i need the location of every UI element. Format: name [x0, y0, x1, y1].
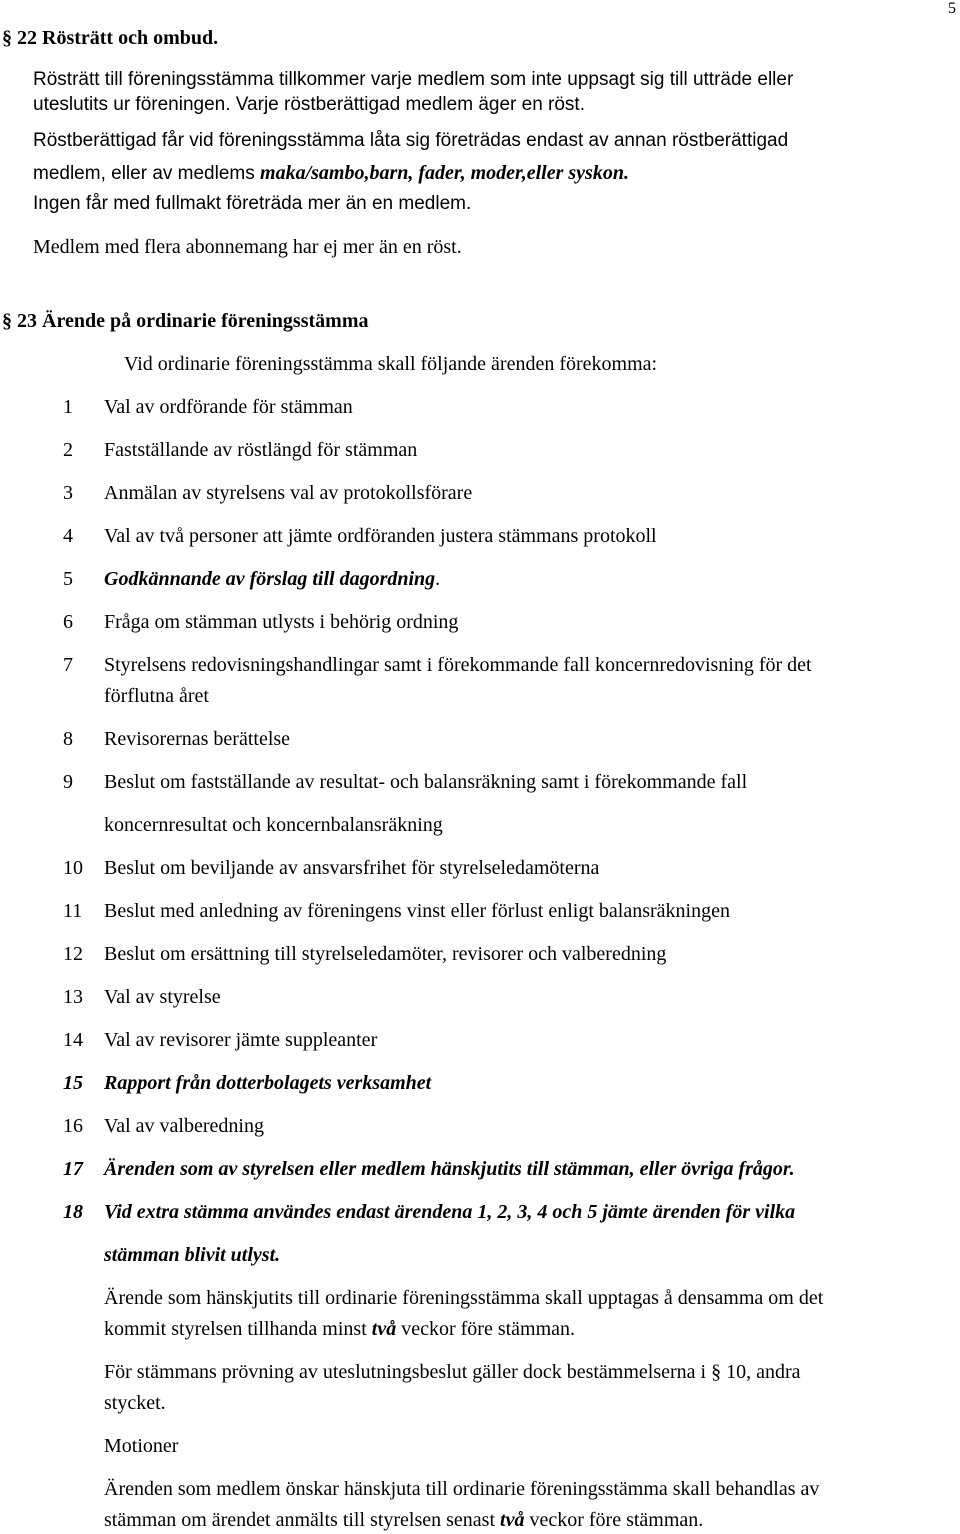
item-number: 12: [63, 943, 83, 965]
paragraph: stycket.: [104, 1392, 166, 1414]
item-text-suffix: .: [435, 568, 441, 590]
paragraph-emphasis: två: [371, 1318, 397, 1340]
item-text: Val av styrelse: [104, 986, 221, 1008]
item-number: 8: [63, 728, 73, 750]
item-text: Beslut om ersättning till styrelseledamöter, revisorer och valberedning: [104, 943, 667, 965]
page-number: 5: [948, 0, 956, 17]
section-22-line: Röstberättigad får vid föreningsstämma låta sig företrädas endast av annan röstberättigad: [33, 130, 789, 151]
item-text: Val av två personer att jämte ordföranden justera stämmans protokoll: [104, 525, 657, 547]
item-text: Beslut med anledning av föreningens vinst eller förlust enligt balansräkningen: [104, 900, 730, 922]
section-22-relatives: maka/sambo,barn, fader, moder,eller syskon.: [260, 162, 629, 184]
section-22-line: Rösträtt till föreningsstämma tillkommer varje medlem som inte uppsagt sig till utträde eller: [33, 69, 794, 90]
section-23-intro: Vid ordinarie föreningsstämma skall följande ärenden förekomma:: [124, 353, 658, 375]
item-text: Ärenden som av styrelsen eller medlem hänskjutits till stämman, eller övriga frågor.: [104, 1158, 795, 1180]
item-number: 16: [63, 1115, 83, 1137]
item-text-continued: koncernresultat och koncernbalansräkning: [104, 814, 443, 836]
section-22-line: Medlem med flera abonnemang har ej mer än en röst.: [33, 236, 462, 258]
paragraph-text: veckor före stämman.: [524, 1509, 704, 1531]
paragraph: Ärende som hänskjutits till ordinarie föreningsstämma skall upptagas å densamma om det: [104, 1287, 824, 1309]
item-number: 14: [63, 1029, 83, 1051]
section-22-line: [33, 161, 629, 186]
item-number: 18: [63, 1201, 83, 1223]
item-number: 4: [63, 525, 73, 547]
section-22-line: uteslutits ur föreningen. Varje röstberättigad medlem äger en röst.: [33, 94, 585, 115]
section-22-heading: § 22 Rösträtt och ombud.: [2, 27, 219, 49]
item-text: Rapport från dotterbolagets verksamhet: [104, 1072, 432, 1094]
item-text-bold: Godkännande av förslag till dagordning: [104, 568, 436, 590]
paragraph-text: stämman om ärendet anmälts till styrelsen senast: [104, 1509, 501, 1531]
paragraph: För stämmans prövning av uteslutningsbeslut gäller dock bestämmelserna i § 10, andra: [104, 1361, 801, 1383]
item-number: 9: [63, 771, 73, 793]
paragraph-text: kommit styrelsen tillhanda minst: [104, 1318, 372, 1340]
section-22-line: Ingen får med fullmakt företräda mer än en medlem.: [33, 193, 472, 214]
item-number: 10: [63, 857, 83, 879]
item-text: Anmälan av styrelsens val av protokollsförare: [104, 482, 473, 504]
item-number: 7: [63, 654, 73, 676]
paragraph: [104, 1508, 703, 1532]
item-number: 15: [63, 1072, 83, 1094]
item-number: 3: [63, 482, 73, 504]
paragraph: Ärenden som medlem önskar hänskjuta till ordinarie föreningsstämma skall behandlas av: [104, 1478, 820, 1500]
item-number: 2: [63, 439, 73, 461]
item-text: Val av ordförande för stämman: [104, 396, 353, 418]
item-text: [104, 567, 440, 591]
item-text-continued: förflutna året: [104, 685, 209, 707]
item-number: 6: [63, 611, 73, 633]
item-number: 5: [63, 568, 73, 590]
paragraph-emphasis: två: [500, 1509, 525, 1531]
item-number: 1: [63, 396, 73, 418]
item-text: Revisorernas berättelse: [104, 728, 291, 750]
item-text: Vid extra stämma användes endast ärendena 1, 2, 3, 4 och 5 jämte ärenden för vilka: [104, 1201, 796, 1223]
item-text: Fastställande av röstlängd för stämman: [104, 439, 418, 461]
item-number: 17: [63, 1158, 83, 1180]
item-text: Val av revisorer jämte suppleanter: [104, 1029, 378, 1051]
item-number: 13: [63, 986, 83, 1008]
item-text-continued: stämman blivit utlyst.: [104, 1244, 281, 1266]
item-text: Fråga om stämman utlysts i behörig ordning: [104, 611, 459, 633]
item-text: Beslut om fastställande av resultat- och balansräkning samt i förekommande fall: [104, 771, 748, 793]
item-text: Val av valberedning: [104, 1115, 264, 1137]
section-22-line4-plain: medlem, eller av medlems: [33, 163, 261, 184]
item-text: Styrelsens redovisningshandlingar samt i förekommande fall koncernredovisning för det: [104, 654, 812, 676]
motioner-heading: Motioner: [104, 1435, 179, 1457]
item-number: 11: [63, 900, 83, 922]
item-text: Beslut om beviljande av ansvarsfrihet för styrelseledamöterna: [104, 857, 600, 879]
section-23-heading: § 23 Ärende på ordinarie föreningsstämma: [2, 310, 369, 332]
paragraph-text: veckor före stämman.: [396, 1318, 576, 1340]
paragraph: [104, 1317, 575, 1341]
